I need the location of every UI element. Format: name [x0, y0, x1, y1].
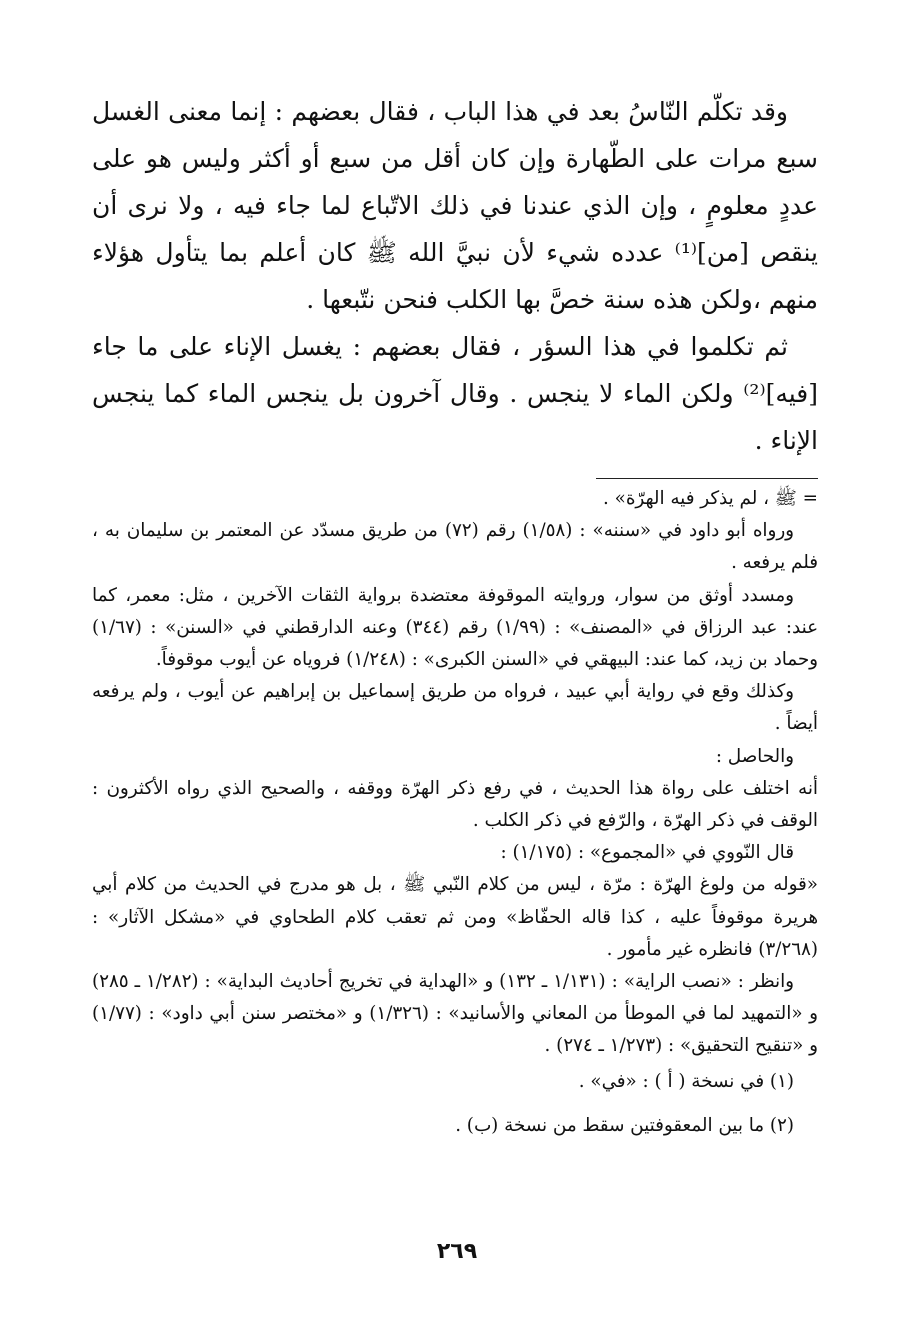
footnotes — [92, 483, 818, 1142]
footnote-separator — [596, 478, 818, 479]
document-page — [92, 88, 818, 1288]
main-paragraph-1: وقد تكلّم النّاسُ بعد في هذا الباب ، فقال بعضهم : إنما معنى الغسل سبع مرات على الطّهارة وإن كان أقل من سبع أو أكثر وليس هو على عددٍ معلومٍ ، وإن الذي عندنا في ذلك الاتّباع لما جاء فيه ، ولا نرى أن ينقص [من]⁽¹⁾ عدده شيء لأن نبيَّ الله ﷺ كان أعلم بما يتأول هؤلاء منهم ،ولكن هذه سنة خصَّ بها الكلب فنحن نتّبعها . — [92, 97, 818, 314]
footnote-paragraph: أنه اختلف على رواة هذا الحديث ، في رفع ذكر الهرّة ووقفه ، والصحيح الذي رواه الأكثرون : الوقف في ذكر الهرّة ، والرّفع في ذكر الكلب . — [92, 777, 818, 832]
footnote-continuation: = ﷺ ، لم يذكر فيه الهرّة» . — [603, 488, 818, 509]
page-number: ٢٦٩ — [436, 1239, 478, 1264]
footnote-paragraph: ورواه أبو داود في «سننه» : (١/٥٨) رقم (٧٢) من طريق مسدّد عن المعتمر بن سليمان به ، فلم يرفعه . — [92, 520, 818, 574]
footnote-quote: «قوله من ولوغ الهرّة : مرّة ، ليس من كلام النّبي ﷺ ، بل هو مدرج في الحديث من كلام أبي هريرة موقوفاً عليه ، كذا قاله الحفّاظ» ومن ثم تعقب كلام الطحاوي في «مشكل الآثار» : (٣/٢٦٨) فانظره غير مأمور . — [92, 874, 818, 960]
footnote-paragraph: ومسدد أوثق من سوار، وروايته الموقوفة معتضدة برواية الثقات الآخرين ، مثل: معمر، كما عند: عبد الرزاق في «المصنف» : (١/٩٩) رقم (٣٤٤) وعنه الدارقطني في «السنن» : (١/٦٧) وحماد بن زيد، كما عند: البيهقي في «السنن الكبرى» : (١/٢٤٨) فروياه عن أيوب موقوفاً. — [92, 584, 818, 671]
footnote-paragraph: وانظر : «نصب الراية» : (١/١٣١ ـ ١٣٢) و «الهداية في تخريج أحاديث البداية» : (١/٢٨٢ ـ ٢٨٥) و «التمهيد لما في الموطأ من المعاني والأسانيد» : (١/٣٢٦) و «مختصر سنن أبي داود» : (١/٧٧) و «تنقيح التحقيق» : (١/٢٧٣ ـ ٢٧٤) . — [92, 971, 818, 1057]
footnote-2: (٢) ما بين المعقوفتين سقط من نسخة (ب) . — [455, 1114, 794, 1136]
footnote-paragraph: وكذلك وقع في رواية أبي عبيد ، فرواه من طريق إسماعيل بن إبراهيم عن أيوب ، ولم يرفعه أيضاً . — [92, 681, 818, 735]
main-text — [92, 88, 818, 464]
footnote-heading: والحاصل : — [715, 745, 794, 767]
footnote-paragraph: قال النّووي في «المجموع» : (١/١٧٥) : — [500, 842, 794, 864]
main-paragraph-2: ثم تكلموا في هذا السؤر ، فقال بعضهم : يغسل الإناء على ما جاء [فيه]⁽²⁾ ولكن الماء لا ينجس . وقال آخرون بل ينجس الماء كما ينجس الإناء . — [92, 332, 818, 455]
footnote-1: (١) في نسخة ( أ ) : «في» . — [578, 1070, 794, 1092]
